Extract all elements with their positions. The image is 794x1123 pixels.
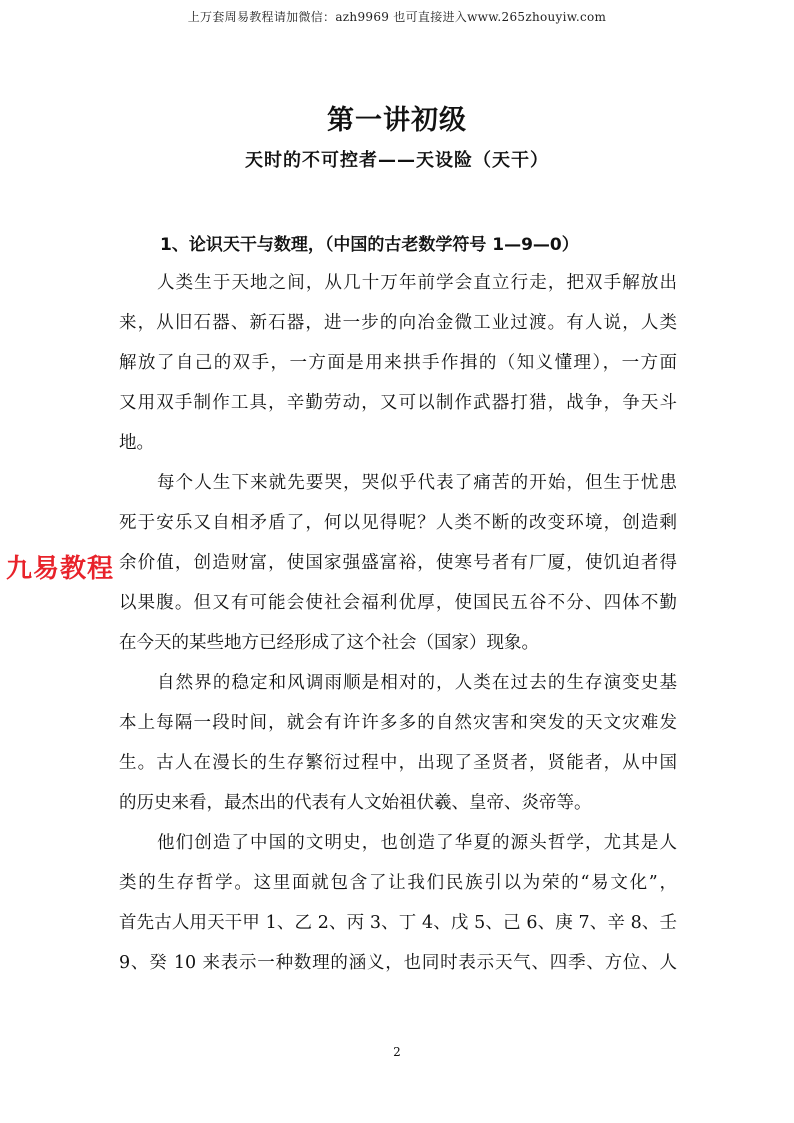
text-line: 地。 [119,433,154,453]
page-subtitle: 天时的不可控者——天设险（天干） [245,150,549,171]
watermark-logo: 九易教程 [6,554,115,584]
page-title: 第一讲初级 [327,105,467,136]
text-line: 每个人生下来就先要哭，哭似乎代表了痛苦的开始，但生于忧患 [157,473,677,493]
text-line: 他们创造了中国的文明史，也创造了华夏的源头哲学，尤其是人 [157,833,677,853]
text-line: 9、癸 10 来表示一种数理的涵义，也同时表示天气、四季、方位、人 [119,953,677,973]
text-line: 死于安乐又自相矛盾了，何以见得呢？人类不断的改变环境，创造剩 [119,513,677,533]
text-line: 在今天的某些地方已经形成了这个社会（国家）现象。 [119,633,539,653]
paragraph [119,463,677,663]
body-text [119,263,677,983]
paragraph [119,823,677,983]
text-line: 人类生于天地之间，从几十万年前学会直立行走，把双手解放出 [157,273,677,293]
text-line: 本上每隔一段时间，就会有许许多多的自然灾害和突发的天文灾难发 [119,713,677,733]
text-line: 又用双手制作工具，辛勤劳动，又可以制作武器打猎，战争，争天斗 [119,393,677,413]
text-line: 解放了自己的双手，一方面是用来拱手作揖的（知义懂理），一方面 [119,353,677,373]
text-line: 首先古人用天干甲 1、乙 2、丙 3、丁 4、戊 5、己 6、庚 7、辛 8、壬 [119,913,677,933]
text-line: 类的生存哲学。这里面就包含了让我们民族引以为荣的“易文化”， [119,873,677,893]
text-line: 余价值，创造财富，使国家强盛富裕，使寒号者有厂厦，使饥迫者得 [119,553,677,573]
text-line: 的历史来看，最杰出的代表有人文始祖伏羲、皇帝、炎帝等。 [119,793,592,813]
text-line: 以果腹。但又有可能会使社会福利优厚，使国民五谷不分、四体不勤 [119,593,677,613]
paragraph [119,263,677,463]
text-line: 生。古人在漫长的生存繁衍过程中，出现了圣贤者，贤能者，从中国 [119,753,677,773]
section-heading: 1、论识天干与数理，（中国的古老数学符号 1—9—0） [160,235,579,255]
paragraph [119,663,677,823]
header-note: 上万套周易教程请加微信：azh9969 也可直接进入www.265zhouyiw.com [187,10,607,24]
text-line: 来，从旧石器、新石器，进一步的向冶金微工业过渡。有人说，人类 [119,313,677,333]
page-number: 2 [393,1045,401,1059]
text-line: 自然界的稳定和风调雨顺是相对的，人类在过去的生存演变史基 [157,673,677,693]
